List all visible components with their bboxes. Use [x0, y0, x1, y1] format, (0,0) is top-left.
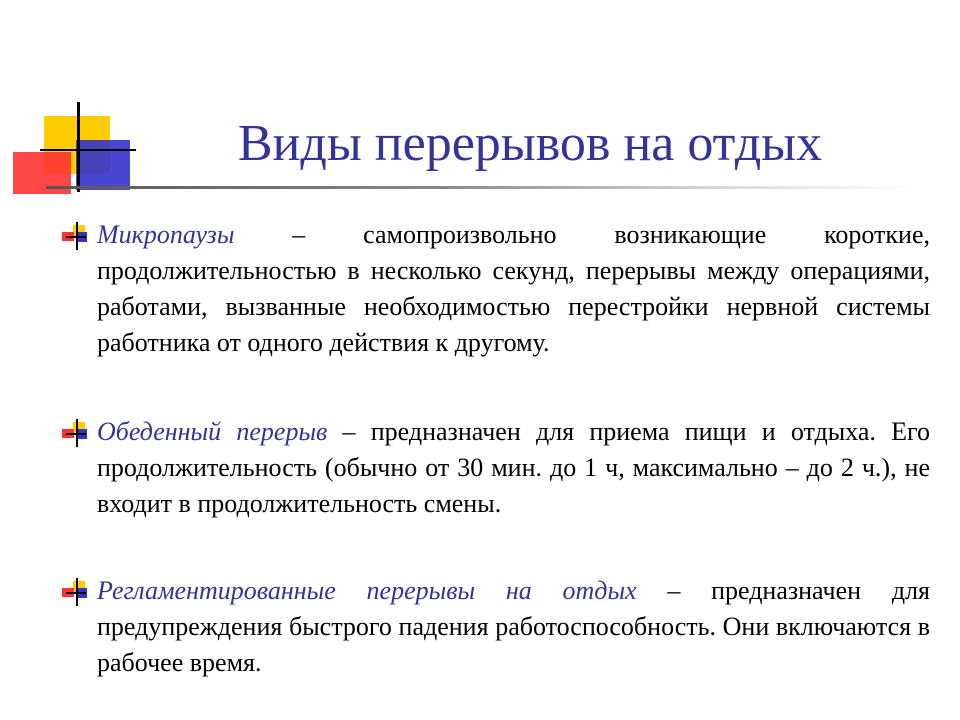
decorative-squares-logo-icon	[0, 0, 150, 200]
slide-title: Виды перерывов на отдых	[237, 115, 823, 172]
bullet-text: – предназначен для приема пищи и отдыха. Его продолжительность (обычно от 30 мин. до 1 ч, максимально – до 2 ч.), не входит в продолжительность смены.	[97, 417, 930, 518]
square-bullet-icon	[62, 578, 92, 608]
bullet-term: Обеденный перерыв	[97, 417, 328, 446]
logo-vertical-line	[77, 102, 80, 192]
logo-horizontal-line	[40, 149, 136, 151]
bullet-term: Регламентированные перерывы на отдых	[97, 576, 637, 605]
bullet-item-regulated-breaks	[97, 573, 930, 681]
logo-blue-square	[76, 140, 130, 190]
square-bullet-icon	[62, 222, 92, 252]
title-divider	[46, 186, 916, 189]
bullet-text: – предназначен для предупреждения быстрого падения работоспособность. Они включаются в рабочее время.	[97, 576, 930, 677]
bullet-term: Микропаузы	[97, 220, 235, 249]
bullet-item-micropauses	[97, 217, 930, 361]
square-bullet-icon	[62, 419, 92, 449]
bullet-text: – самопроизвольно возникающие короткие, продолжительностью в несколько секунд, перерывы между операциями, работами, вызванные необходимостью перестройки нервной системы работника от одного действия к другому.	[97, 220, 930, 357]
bullet-item-lunch-break	[97, 414, 930, 522]
